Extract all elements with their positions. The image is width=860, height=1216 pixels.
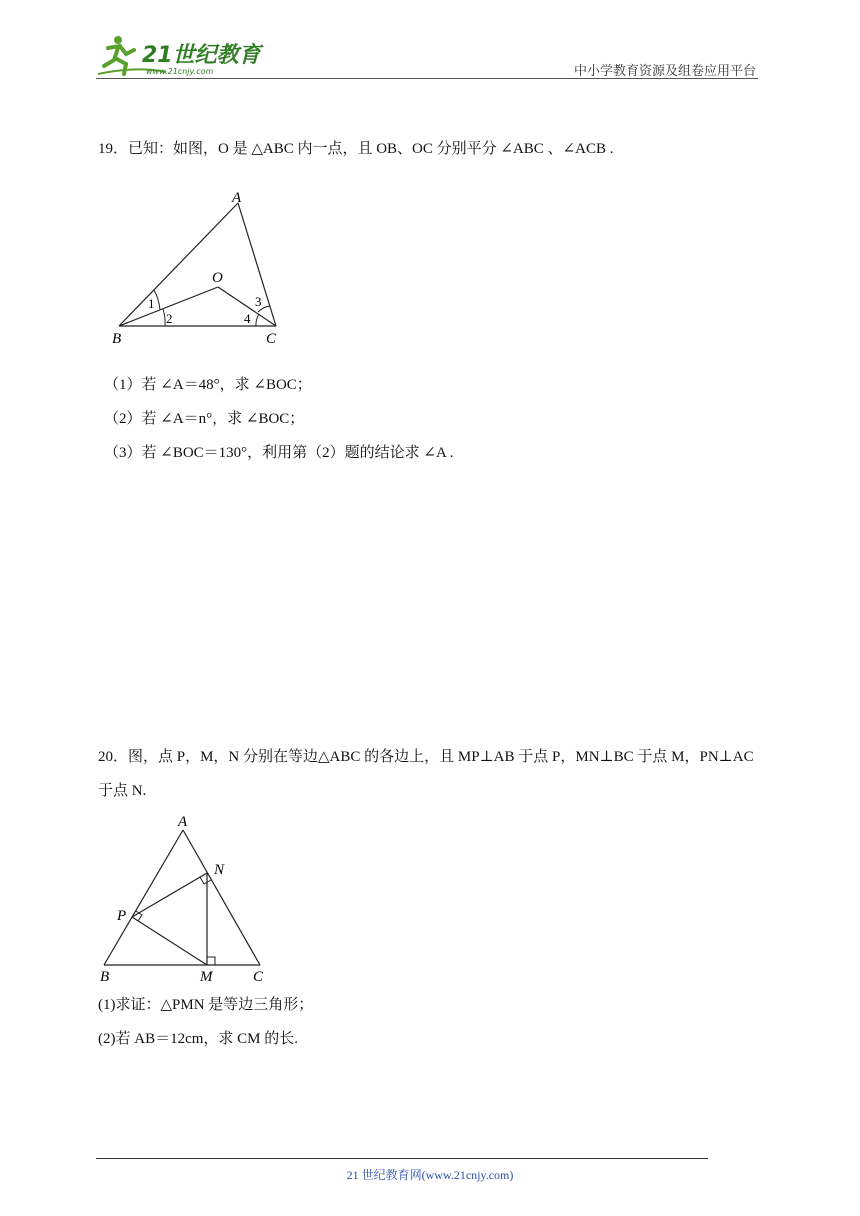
q20-label-C: C xyxy=(253,969,264,985)
logo-text: 21世纪教育 xyxy=(142,43,261,68)
footer-text: 21 世纪教育网(www.21cnjy.com) xyxy=(346,1168,514,1182)
q20-stem-line1: 20．图，点 P，M，N 分别在等边△ABC 的各边上，且 MP⊥AB 于点 P，MN⊥BC 于点 M，PN⊥AC xyxy=(98,749,754,765)
q19-angle-1: 1 xyxy=(148,296,155,311)
q20-label-M: M xyxy=(200,969,213,985)
q19-angle-4: 4 xyxy=(244,311,251,326)
q19-figure xyxy=(108,186,288,352)
q20-part-2: (2)若 AB＝12cm，求 CM 的长. xyxy=(98,1031,298,1047)
q19-stem: 19．已知：如图，O 是 △ABC 内一点，且 OB、OC 分别平分 ∠ABC 、∠ACB . xyxy=(98,141,614,157)
q20-figure xyxy=(96,810,276,986)
q20-label-A: A xyxy=(178,814,188,830)
q19-label-O: O xyxy=(212,270,223,286)
q20-stem-line2: 于点 N. xyxy=(98,783,147,799)
footer-divider xyxy=(96,1158,708,1159)
q19-label-A: A xyxy=(232,190,242,206)
q19-part-3: （3）若 ∠BOC＝130°，利用第（2）题的结论求 ∠A . xyxy=(104,445,454,461)
logo-url: www.21cnjy.com xyxy=(146,67,214,76)
q20-label-N: N xyxy=(214,862,225,878)
platform-name: 中小学教育资源及组卷应用平台 xyxy=(573,64,756,79)
runner-logo-icon xyxy=(96,32,266,78)
q19-part-1: （1）若 ∠A＝48°，求 ∠BOC； xyxy=(104,377,312,393)
q20-label-P: P xyxy=(117,908,127,924)
q19-part-2: （2）若 ∠A＝n°，求 ∠BOC； xyxy=(104,411,305,427)
q19-label-C: C xyxy=(266,331,277,347)
header-divider xyxy=(96,78,758,79)
site-logo xyxy=(96,32,266,78)
q20-label-B: B xyxy=(100,969,110,985)
q19-label-B: B xyxy=(112,331,122,347)
q19-angle-2: 2 xyxy=(166,311,173,326)
q20-part-1: (1)求证：△PMN 是等边三角形； xyxy=(98,997,314,1013)
q19-angle-3: 3 xyxy=(255,294,262,309)
